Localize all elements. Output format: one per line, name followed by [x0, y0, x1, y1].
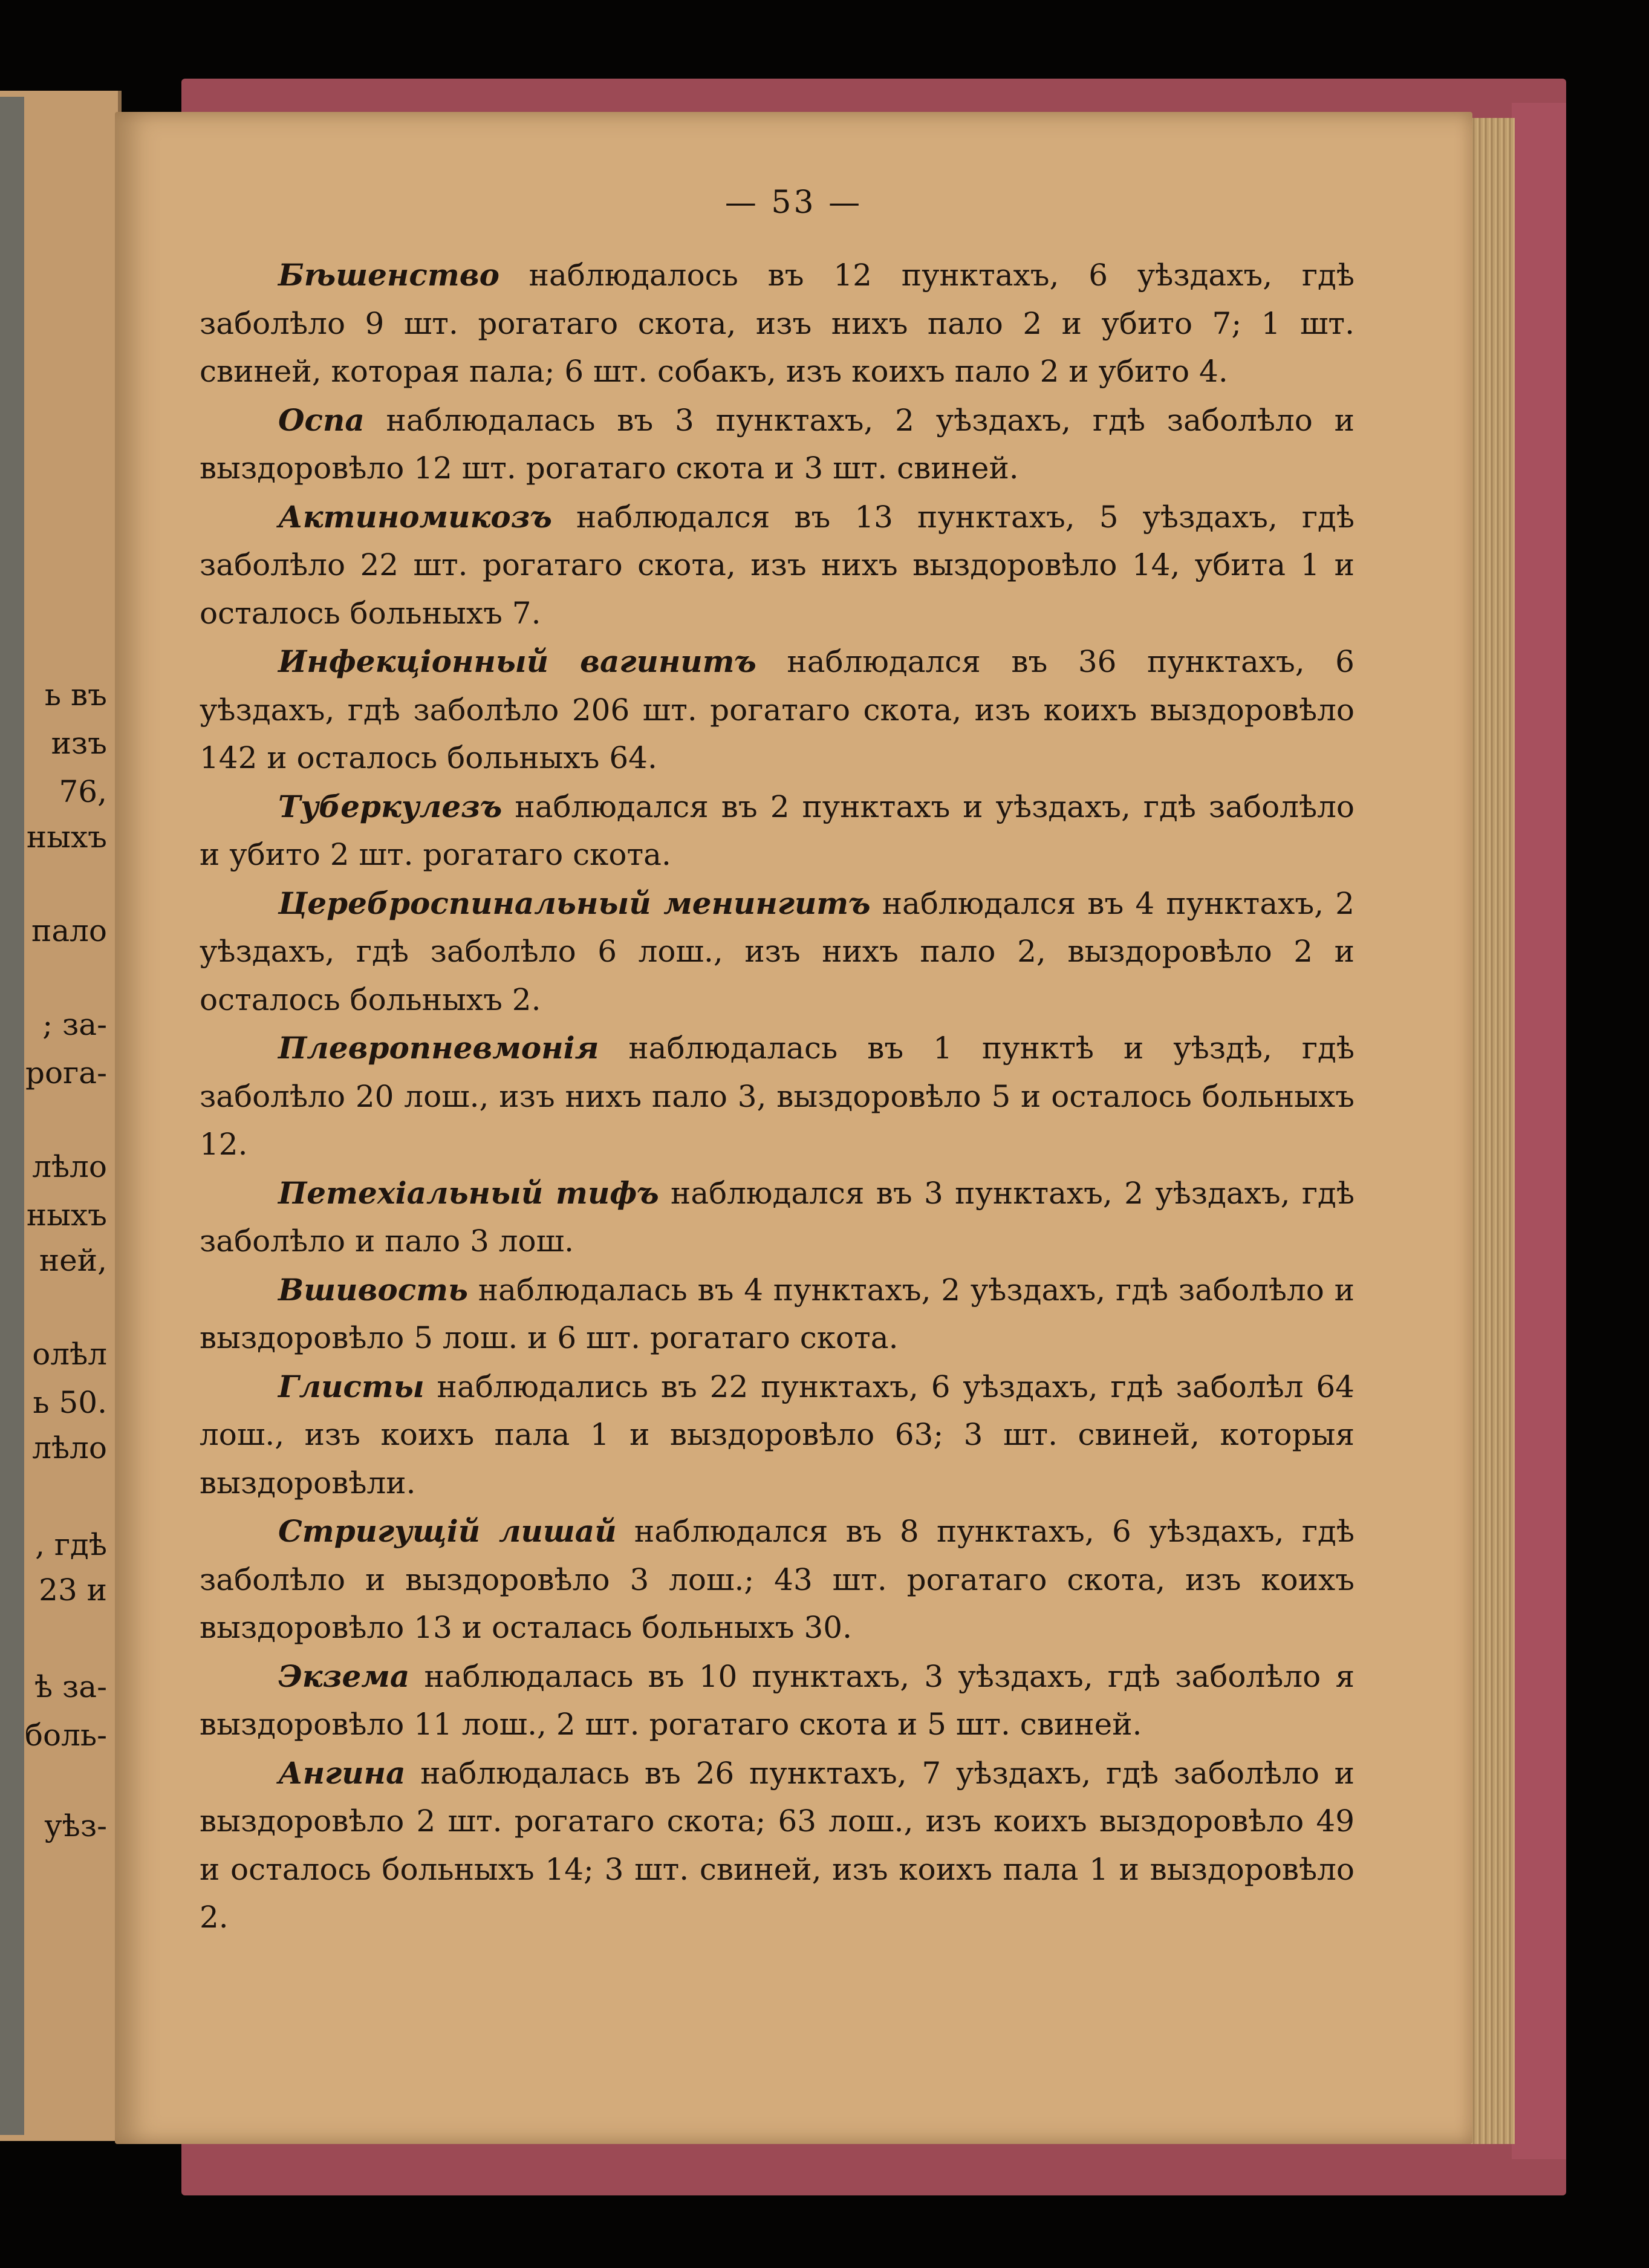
disease-term: Цереброспинальный менингитъ	[278, 885, 871, 921]
page-number: — 53 —	[724, 184, 863, 221]
paragraph-text: наблюдалась въ 10 пунктахъ, 3 уѣздахъ, гдѣ заболѣло я выздоровѣло 11 лош., 2 шт. рогатаго скота и 5 шт. свиней.	[200, 1658, 1355, 1742]
left-cover-spine	[0, 97, 24, 2135]
facing-page-line: изъ	[51, 726, 107, 761]
facing-page-line: ней,	[39, 1243, 107, 1278]
disease-term: Инфекціонный вагинитъ	[278, 644, 756, 679]
disease-term: Туберкулезъ	[278, 788, 503, 824]
disease-term: Петехіальный тифъ	[278, 1175, 659, 1211]
paragraph-text: наблюдалась въ 1 пунктѣ и уѣздѣ, гдѣ заболѣло 20 лош., изъ нихъ пало 3, выздоровѣло 5 и осталось больныхъ 12.	[200, 1031, 1355, 1162]
facing-page-line: пало	[31, 913, 107, 948]
facing-page-line: ; за-	[42, 1007, 107, 1042]
paragraph-text: наблюдалась въ 3 пунктахъ, 2 уѣздахъ, гдѣ заболѣло и выздоровѣло 12 шт. рогатаго скота и 3 шт. свиней.	[200, 402, 1355, 486]
facing-page-line: лѣло	[32, 1430, 107, 1465]
facing-page-line: олѣл	[32, 1337, 107, 1372]
facing-page-line: ь въ	[44, 677, 107, 712]
paragraph	[200, 1363, 1355, 1508]
book-cover-edge	[1512, 103, 1566, 2159]
paragraph-text: наблюдался въ 3 пунктахъ, 2 уѣздахъ, гдѣ заболѣло и пало 3 лош.	[200, 1175, 1355, 1259]
paragraph-text: наблюдался въ 4 пунктахъ, 2 уѣздахъ, гдѣ заболѣло 6 лош., изъ нихъ пало 2, выздоровѣло 2 и осталось больныхъ 2.	[200, 885, 1355, 1017]
paragraph	[200, 783, 1355, 879]
paragraph	[200, 637, 1355, 783]
facing-page-line: ѣ за-	[34, 1669, 107, 1704]
facing-page-line: ныхъ	[26, 1198, 107, 1233]
disease-term: Экзема	[278, 1658, 410, 1694]
paragraph-text: наблюдалась въ 26 пунктахъ, 7 уѣздахъ, гдѣ заболѣло и выздоровѣло 2 шт. рогатаго скота; 63 лош., изъ коихъ выздоровѣло 49 и осталось больныхъ 14; 3 шт. свиней, изъ коихъ пала 1 и выздоровѣло 2.	[200, 1755, 1355, 1935]
facing-page-line: рога-	[25, 1055, 107, 1090]
paragraph	[200, 1169, 1355, 1266]
disease-term: Плевропневмонія	[278, 1030, 599, 1066]
paragraph-text: наблюдался въ 36 пунктахъ, 6 уѣздахъ, гдѣ заболѣло 206 шт. рогатаго скота, изъ коихъ выздоровѣло 142 и осталось больныхъ 64.	[200, 644, 1355, 775]
paragraph	[200, 1024, 1355, 1169]
paragraph	[200, 1652, 1355, 1749]
disease-term: Вшивость	[278, 1271, 469, 1308]
disease-term: Актиномикозъ	[278, 498, 552, 535]
paragraph-text: наблюдалось въ 12 пунктахъ, 6 уѣздахъ, гдѣ заболѣло 9 шт. рогатаго скота, изъ нихъ пало 2 и убито 7; 1 шт. свиней, которая пала; 6 шт. собакъ, изъ коихъ пало 2 и убито 4.	[200, 258, 1355, 389]
paragraph	[200, 1266, 1355, 1363]
facing-page-line: , гдѣ	[35, 1527, 107, 1562]
facing-page-line: уѣз-	[44, 1808, 107, 1843]
disease-term: Бѣшенство	[278, 257, 499, 293]
facing-page-line: 23 и	[39, 1572, 107, 1608]
paragraph	[200, 879, 1355, 1025]
paragraph-text: наблюдался въ 2 пунктахъ и уѣздахъ, гдѣ заболѣло и убито 2 шт. рогатаго скота.	[200, 789, 1355, 872]
facing-page-line: ныхъ	[26, 820, 107, 855]
facing-page-line: ь 50.	[33, 1385, 107, 1420]
disease-term: Ангина	[278, 1755, 406, 1791]
paragraph-text: наблюдался въ 13 пунктахъ, 5 уѣздахъ, гдѣ заболѣло 22 шт. рогатаго скота, изъ нихъ выздоровѣло 14, убита 1 и осталось больныхъ 7.	[200, 499, 1355, 631]
paragraph	[200, 1749, 1355, 1942]
facing-page-line: лѣло	[32, 1149, 107, 1184]
paragraph-text: наблюдалась въ 4 пунктахъ, 2 уѣздахъ, гдѣ заболѣло и выздоровѣло 5 лош. и 6 шт. рогатаго скота.	[200, 1272, 1355, 1355]
paragraph-text: наблюдались въ 22 пунктахъ, 6 уѣздахъ, гдѣ заболѣл 64 лош., изъ коихъ пала 1 и выздоровѣло 63; 3 шт. свиней, которыя выздоровѣли.	[200, 1369, 1355, 1501]
page-text-block	[200, 251, 1355, 1942]
disease-term: Оспа	[278, 402, 365, 438]
disease-term: Стригущій лишай	[278, 1513, 617, 1549]
facing-page-line: боль-	[24, 1718, 107, 1753]
facing-page-line: 76,	[59, 774, 107, 809]
disease-term: Глисты	[278, 1368, 424, 1404]
paragraph	[200, 1507, 1355, 1652]
paragraph	[200, 493, 1355, 638]
paragraph	[200, 396, 1355, 493]
paragraph-text: наблюдался въ 8 пунктахъ, 6 уѣздахъ, гдѣ заболѣло и выздоровѣло 3 лош.; 43 шт. рогатаго скота, изъ коихъ выздоровѣло 13 и осталась больныхъ 30.	[200, 1514, 1355, 1645]
book-page	[115, 112, 1472, 2144]
paragraph	[200, 251, 1355, 396]
